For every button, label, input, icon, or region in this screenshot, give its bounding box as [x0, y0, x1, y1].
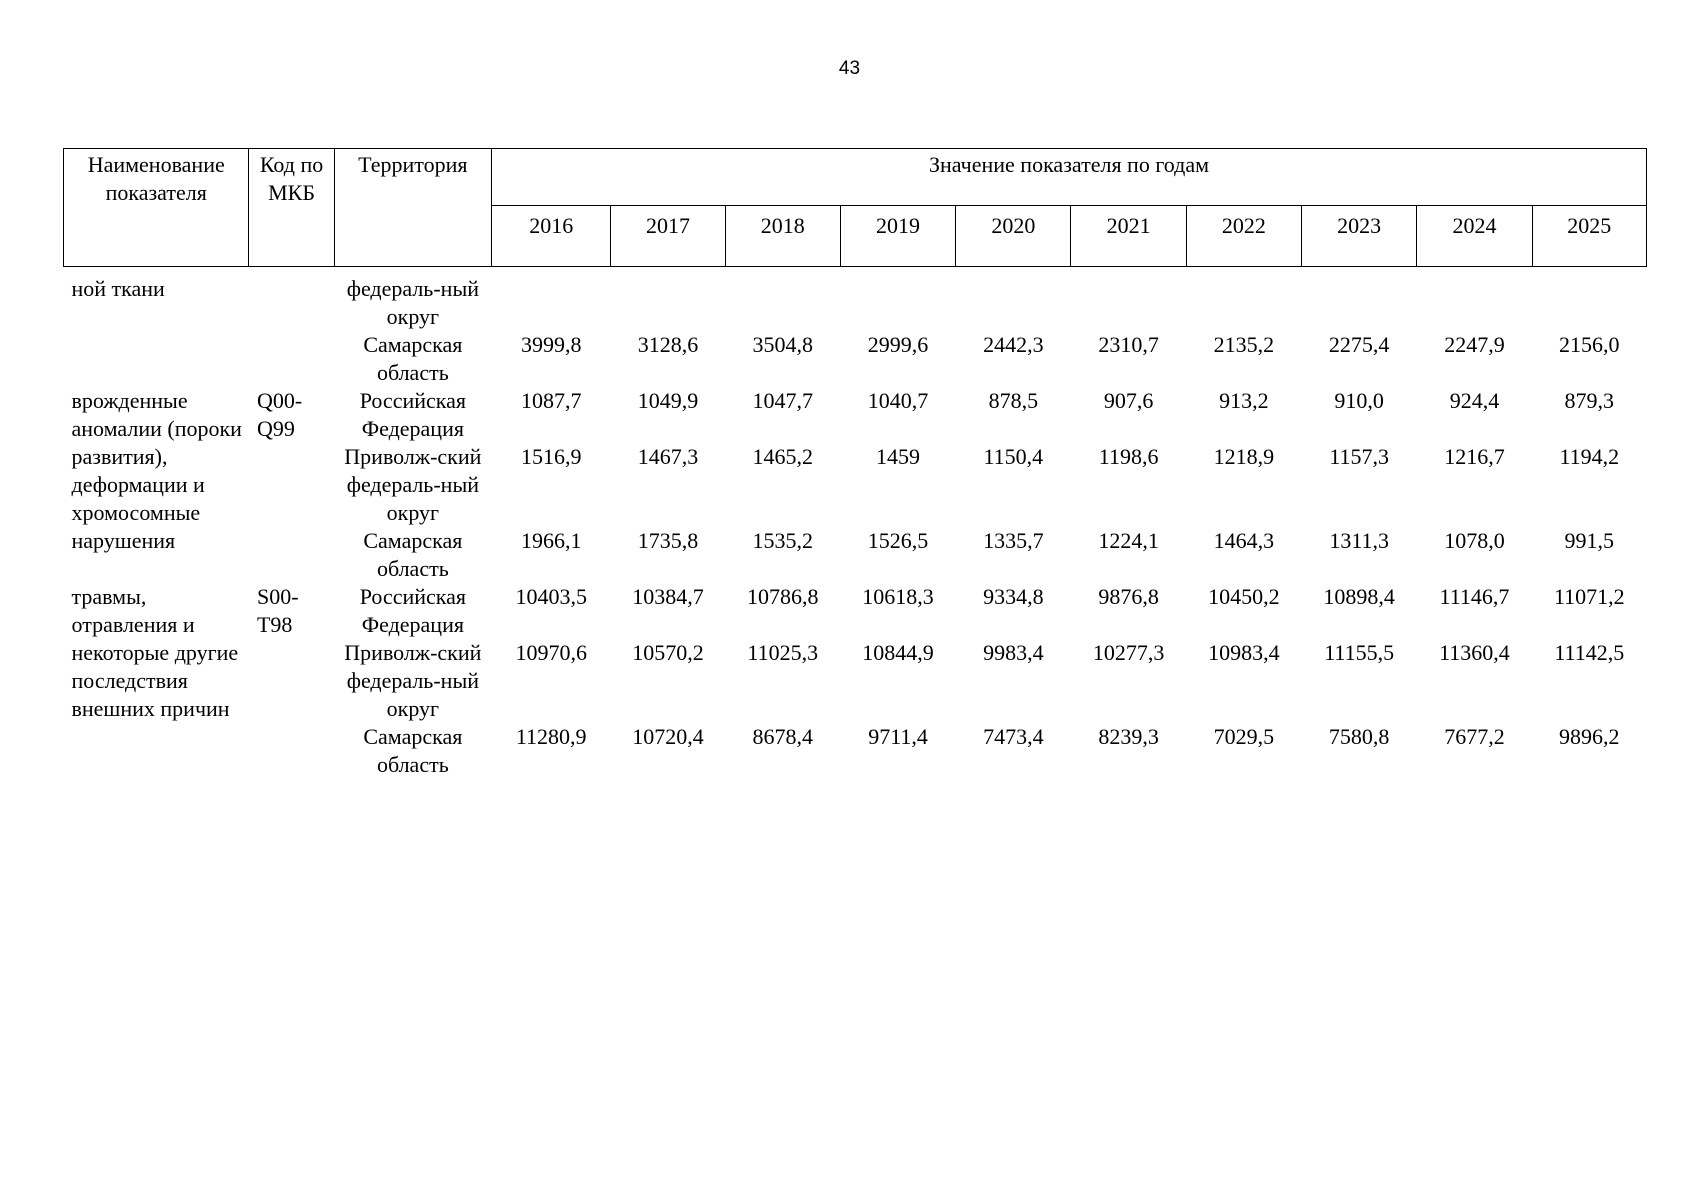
- value-cell: 1467,3: [637, 444, 699, 469]
- header-year: 2023: [1302, 206, 1417, 267]
- value-cell: 11280,9: [515, 724, 587, 749]
- value-cell: 8239,3: [1098, 724, 1159, 749]
- header-year: 2020: [956, 206, 1071, 267]
- value-cell: 3999,8: [520, 332, 582, 357]
- value-cell: [1417, 267, 1532, 332]
- value-cell: 1224,1: [1098, 528, 1159, 553]
- indicator-name: травмы, отравления и некоторые другие последствия внешних причин: [71, 584, 239, 721]
- value-cell: 1218,9: [1213, 444, 1275, 469]
- header-code: Код по МКБ: [249, 149, 334, 267]
- value-cell: 991,5: [1564, 528, 1615, 553]
- value-cell: 907,6: [1103, 388, 1154, 413]
- territory: Самарская область: [363, 332, 463, 385]
- value-cell: 2156,0: [1559, 332, 1620, 357]
- value-cell: 1526,5: [867, 528, 929, 553]
- value-cell: 2247,9: [1444, 332, 1505, 357]
- value-cell: 1966,1: [520, 528, 582, 553]
- value-cell: 7473,4: [983, 724, 1044, 749]
- value-cell: [956, 267, 1071, 332]
- value-cell: 10570,2: [632, 640, 704, 665]
- value-cell: 10403,5: [515, 584, 587, 609]
- header-year: 2022: [1186, 206, 1301, 267]
- value-cell: 913,2: [1219, 388, 1269, 413]
- value-cell: [725, 267, 840, 332]
- value-cell: 11360,4: [1439, 640, 1510, 665]
- value-cell: 10720,4: [632, 724, 704, 749]
- value-cell: 7677,2: [1444, 724, 1505, 749]
- value-cell: 1465,2: [752, 444, 814, 469]
- value-cell: 9334,8: [983, 584, 1044, 609]
- indicator-table: [63, 148, 1647, 779]
- value-cell: 7029,5: [1213, 724, 1275, 749]
- value-cell: 8678,4: [752, 724, 814, 749]
- value-cell: 1047,7: [752, 388, 814, 413]
- icd-code: S00-T98: [256, 584, 299, 637]
- header-year: 2025: [1532, 206, 1646, 267]
- territory: Самарская область: [363, 528, 463, 581]
- value-cell: 1311,3: [1329, 528, 1390, 553]
- value-cell: 2442,3: [983, 332, 1044, 357]
- value-cell: 11155,5: [1324, 640, 1395, 665]
- value-cell: 1150,4: [983, 444, 1044, 469]
- territory: Российская Федерация: [359, 388, 467, 441]
- value-cell: [611, 267, 725, 332]
- value-cell: 9711,4: [868, 724, 928, 749]
- value-cell: [1071, 267, 1186, 332]
- value-cell: 878,5: [988, 388, 1039, 413]
- territory: Самарская область: [363, 724, 463, 777]
- value-cell: 1040,7: [867, 388, 929, 413]
- indicator-name: ной ткани: [71, 276, 165, 301]
- territory: Приволж-ский федераль-ный округ: [344, 444, 482, 525]
- value-cell: 2275,4: [1328, 332, 1390, 357]
- header-year: 2016: [492, 206, 611, 267]
- header-year: 2017: [611, 206, 725, 267]
- value-cell: 879,3: [1564, 388, 1615, 413]
- value-cell: 1216,7: [1444, 444, 1505, 469]
- territory: Российская Федерация: [359, 584, 467, 637]
- value-cell: [1186, 267, 1301, 332]
- header-year: 2021: [1071, 206, 1186, 267]
- territory: федераль-ный округ: [346, 276, 479, 329]
- value-cell: 10450,2: [1208, 584, 1280, 609]
- table-row: [64, 387, 1647, 443]
- value-cell: 11146,7: [1439, 584, 1510, 609]
- table-row: [64, 583, 1647, 639]
- indicator-name: врожденные аномалии (пороки развития), деформации и хромосомные нарушения: [71, 388, 242, 553]
- table-row: [64, 267, 1647, 332]
- header-territory: Территория: [334, 149, 491, 267]
- territory: Приволж-ский федераль-ный округ: [344, 640, 482, 721]
- value-cell: 9896,2: [1559, 724, 1620, 749]
- value-cell: 11142,5: [1554, 640, 1625, 665]
- value-cell: 10898,4: [1323, 584, 1395, 609]
- header-year: 2018: [725, 206, 840, 267]
- value-cell: [840, 267, 955, 332]
- value-cell: 924,4: [1449, 388, 1500, 413]
- value-cell: 1335,7: [983, 528, 1044, 553]
- header-year: 2019: [840, 206, 955, 267]
- value-cell: 10786,8: [747, 584, 819, 609]
- value-cell: 10618,3: [862, 584, 934, 609]
- page-number: 43: [838, 58, 861, 79]
- value-cell: 1157,3: [1329, 444, 1390, 469]
- value-cell: 1078,0: [1444, 528, 1505, 553]
- value-cell: 10970,6: [515, 640, 587, 665]
- value-cell: 10844,9: [862, 640, 934, 665]
- icd-code: [249, 267, 334, 388]
- value-cell: 10384,7: [632, 584, 704, 609]
- value-cell: 1087,7: [520, 388, 582, 413]
- value-cell: 2310,7: [1098, 332, 1159, 357]
- value-cell: [492, 267, 611, 332]
- value-cell: 7580,8: [1328, 724, 1390, 749]
- value-cell: [1532, 267, 1646, 332]
- value-cell: 1535,2: [752, 528, 814, 553]
- value-cell: 1194,2: [1559, 444, 1620, 469]
- value-cell: 1049,9: [637, 388, 699, 413]
- value-cell: 2135,2: [1213, 332, 1275, 357]
- value-cell: 1516,9: [520, 444, 582, 469]
- value-cell: 1735,8: [637, 528, 699, 553]
- value-cell: 910,0: [1334, 388, 1384, 413]
- value-cell: 1464,3: [1213, 528, 1275, 553]
- value-cell: 10983,4: [1208, 640, 1280, 665]
- value-cell: 2999,6: [867, 332, 929, 357]
- value-cell: 9876,8: [1098, 584, 1159, 609]
- value-cell: 1198,6: [1098, 444, 1159, 469]
- value-cell: [1302, 267, 1417, 332]
- value-cell: 10277,3: [1092, 640, 1165, 665]
- value-cell: 11025,3: [747, 640, 819, 665]
- icd-code: Q00-Q99: [256, 388, 303, 441]
- value-cell: 11071,2: [1553, 584, 1625, 609]
- value-cell: 1459: [876, 444, 921, 469]
- header-year: 2024: [1417, 206, 1532, 267]
- value-cell: 9983,4: [983, 640, 1044, 665]
- value-cell: 3128,6: [637, 332, 699, 357]
- value-cell: 3504,8: [752, 332, 814, 357]
- header-values: Значение показателя по годам: [492, 149, 1647, 206]
- header-name: Наименование показателя: [64, 149, 249, 267]
